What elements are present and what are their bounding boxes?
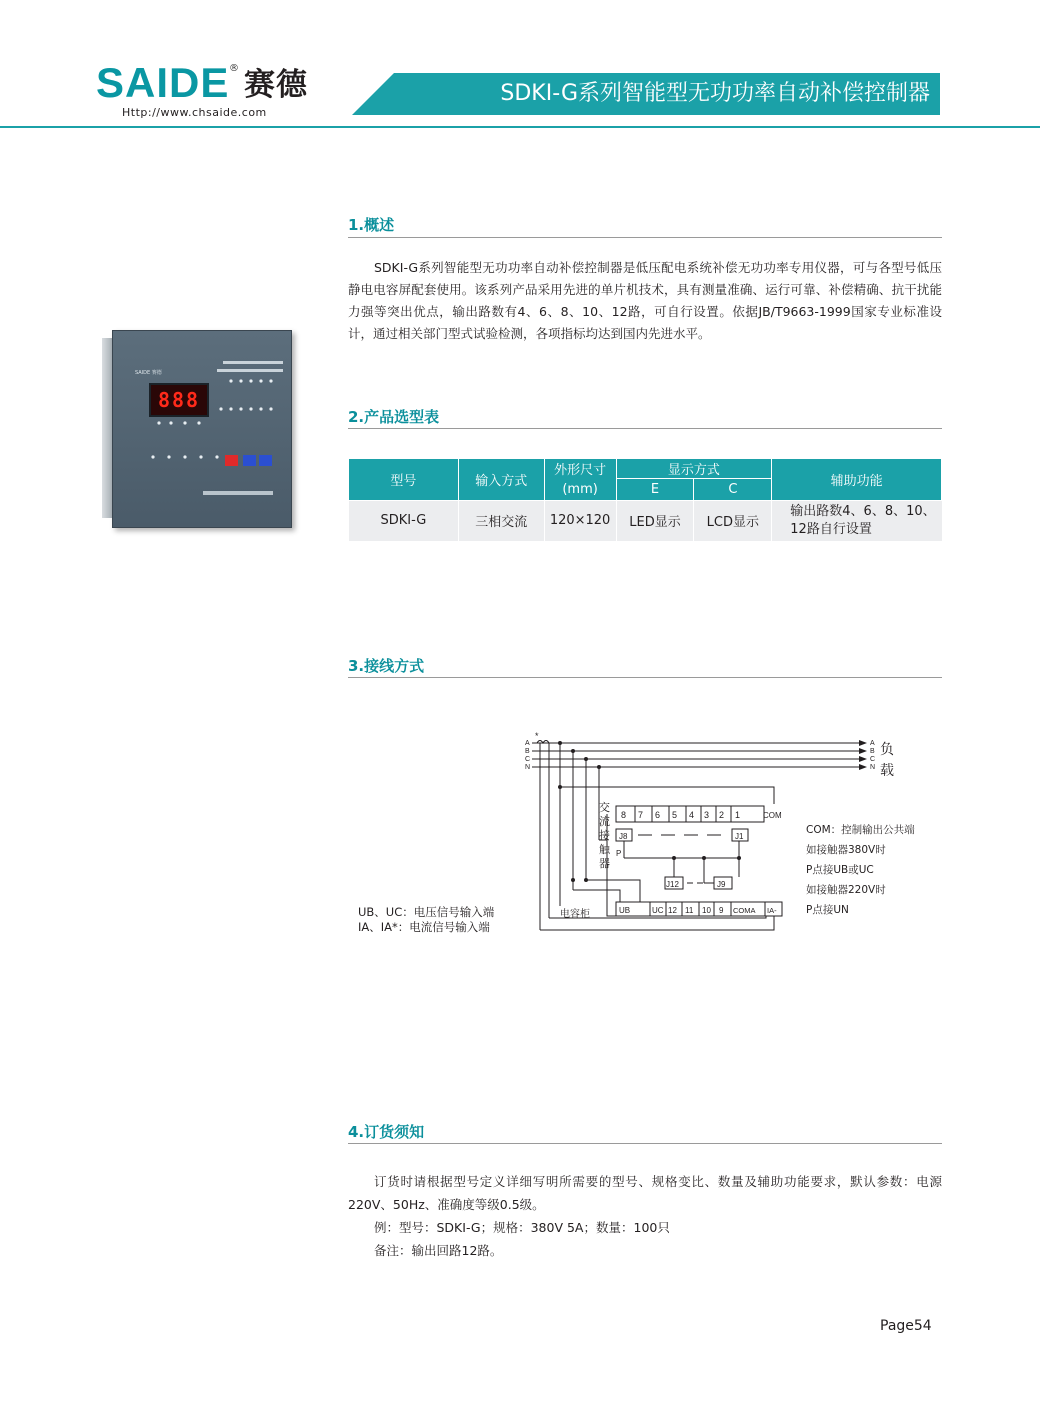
ordering-example: 例：型号：SDKI-G；规格：380V 5A；数量：100只 [374, 1220, 670, 1235]
legend-voltage: UB、UC：电压信号输入端 [358, 905, 495, 919]
phase-label-a-right: A [870, 740, 875, 747]
cell-c: LCD显示 [694, 501, 772, 541]
note-p-ub-uc: P点接UB或UC [806, 864, 874, 876]
section-divider [348, 237, 942, 238]
terminal-10: 10 [702, 906, 711, 915]
section-divider [348, 428, 942, 429]
header-input: 输入方式 [458, 459, 544, 501]
terminal-uc: UC [652, 906, 664, 915]
terminal-8: 8 [621, 810, 627, 820]
ordering-text: 订货时请根据型号定义详细写明所需要的型号、规格变比、数量及辅助功能要求，默认参数：电源220V、50Hz、准确度等级0.5级。 [348, 1174, 942, 1212]
phase-label-b: B [525, 748, 530, 755]
header-display: 显示方式 [616, 459, 772, 479]
phase-label-c: C [525, 756, 531, 763]
relay-j8: J8 [619, 832, 628, 841]
relay-j1: J1 [735, 832, 744, 841]
section-title-wiring: 3.接线方式 [348, 657, 425, 675]
cell-aux-line1: 输出路数4、6、8、10、 [790, 503, 936, 519]
terminal-2: 2 [719, 810, 725, 820]
phase-label-n: N [525, 764, 531, 771]
phase-label-a: A [525, 740, 530, 747]
ct-star-label: * [535, 731, 539, 741]
note-p-un: P点接UN [806, 904, 849, 916]
note-com: COM：控制输出公共端 [806, 824, 915, 836]
contactor-char-3: 接 [599, 830, 610, 842]
device-panel-details [113, 331, 291, 527]
overview-text: SDKI-G系列智能型无功功率自动补偿控制器是低压配电系统补偿无功功率专用仪器，可与各型号低压静电电容屏配套使用。该系列产品采用先进的单片机技术，具有测量准确、运行可靠、补偿精确、抗干扰能力强等突出优点，输出路数有4、6、8、10、12路，可自行设置。依据JB/T9663-1999国家专业标准设计，通过相关部门型式试验检测，各项指标均达到国内先进水平。 [348, 260, 942, 341]
terminal-1: 1 [735, 810, 741, 820]
terminal-6: 6 [655, 810, 661, 820]
registered-mark: ® [229, 63, 239, 74]
cell-model: SDKI-G [349, 501, 459, 541]
header-display-c: C [694, 479, 772, 501]
header-divider [0, 126, 1040, 128]
website-url[interactable]: Http://www.chsaide.com [122, 106, 267, 119]
terminal-3: 3 [704, 810, 710, 820]
wiring-legend [358, 905, 494, 935]
p-point-label: P [616, 849, 622, 858]
header-size: 外形尺寸 [544, 459, 616, 479]
terminal-com: COM [763, 811, 782, 820]
section-title-selection: 2.产品选型表 [348, 408, 440, 426]
contactor-char-4: 触 [599, 844, 610, 856]
phase-label-b-right: B [870, 748, 875, 755]
phase-label-n-right: N [870, 764, 876, 771]
logo-chinese: 赛德 [244, 67, 308, 103]
terminal-5: 5 [672, 810, 678, 820]
overview-paragraph [348, 257, 942, 345]
load-label-2: 载 [880, 762, 894, 778]
header-model: 型号 [349, 459, 459, 501]
contactor-char-2: 流 [599, 816, 610, 828]
terminal-11: 11 [685, 906, 694, 915]
section-title-ordering: 4.订货须知 [348, 1123, 425, 1141]
header-aux: 辅助功能 [772, 459, 942, 501]
header-display-e: E [616, 479, 694, 501]
cell-aux [772, 501, 942, 541]
cabinet-label: 电容柜 [560, 909, 590, 920]
cell-e: LED显示 [616, 501, 694, 541]
section-divider [348, 1143, 942, 1144]
cell-input: 三相交流 [458, 501, 544, 541]
product-photo [112, 330, 292, 528]
device-blue-button [243, 455, 256, 466]
cell-size: 120×120 [544, 501, 616, 541]
wiring-notes [806, 820, 915, 920]
selection-table [348, 458, 942, 541]
page-title: SDKI-G系列智能型无功功率自动补偿控制器 [500, 81, 930, 106]
contactor-char-1: 交 [599, 802, 610, 814]
section-divider [348, 677, 942, 678]
led-display: 888 [149, 383, 209, 417]
device-brand-label: SAIDE 赛德 [135, 370, 162, 376]
page-number: Page54 [880, 1318, 932, 1334]
header-size-unit: (mm) [544, 479, 616, 501]
terminal-7: 7 [638, 810, 644, 820]
terminal-9: 9 [719, 906, 724, 915]
ordering-remark: 备注：输出回路12路。 [374, 1243, 503, 1258]
logo-wordmark: SAIDE [96, 59, 230, 106]
phase-label-c-right: C [870, 756, 876, 763]
contactor-char-5: 器 [599, 858, 610, 870]
note-220v: 如接触器220V时 [806, 884, 886, 896]
section-title-overview: 1.概述 [348, 216, 395, 234]
cell-aux-line2: 12路自行设置 [790, 521, 872, 537]
table-row [349, 501, 942, 541]
note-380v: 如接触器380V时 [806, 844, 886, 856]
legend-current: IA、IA*：电流信号输入端 [358, 920, 490, 934]
device-red-button [225, 455, 238, 466]
terminal-ia: IA- [767, 906, 777, 915]
relay-j12: J12 [666, 880, 679, 889]
load-label-1: 负 [880, 741, 894, 757]
terminal-12: 12 [668, 906, 677, 915]
terminal-coma: COMA [733, 906, 756, 915]
terminal-4: 4 [689, 810, 695, 820]
terminal-ub: UB [619, 906, 631, 915]
relay-j9: J9 [717, 880, 726, 889]
ordering-paragraph [348, 1170, 942, 1262]
